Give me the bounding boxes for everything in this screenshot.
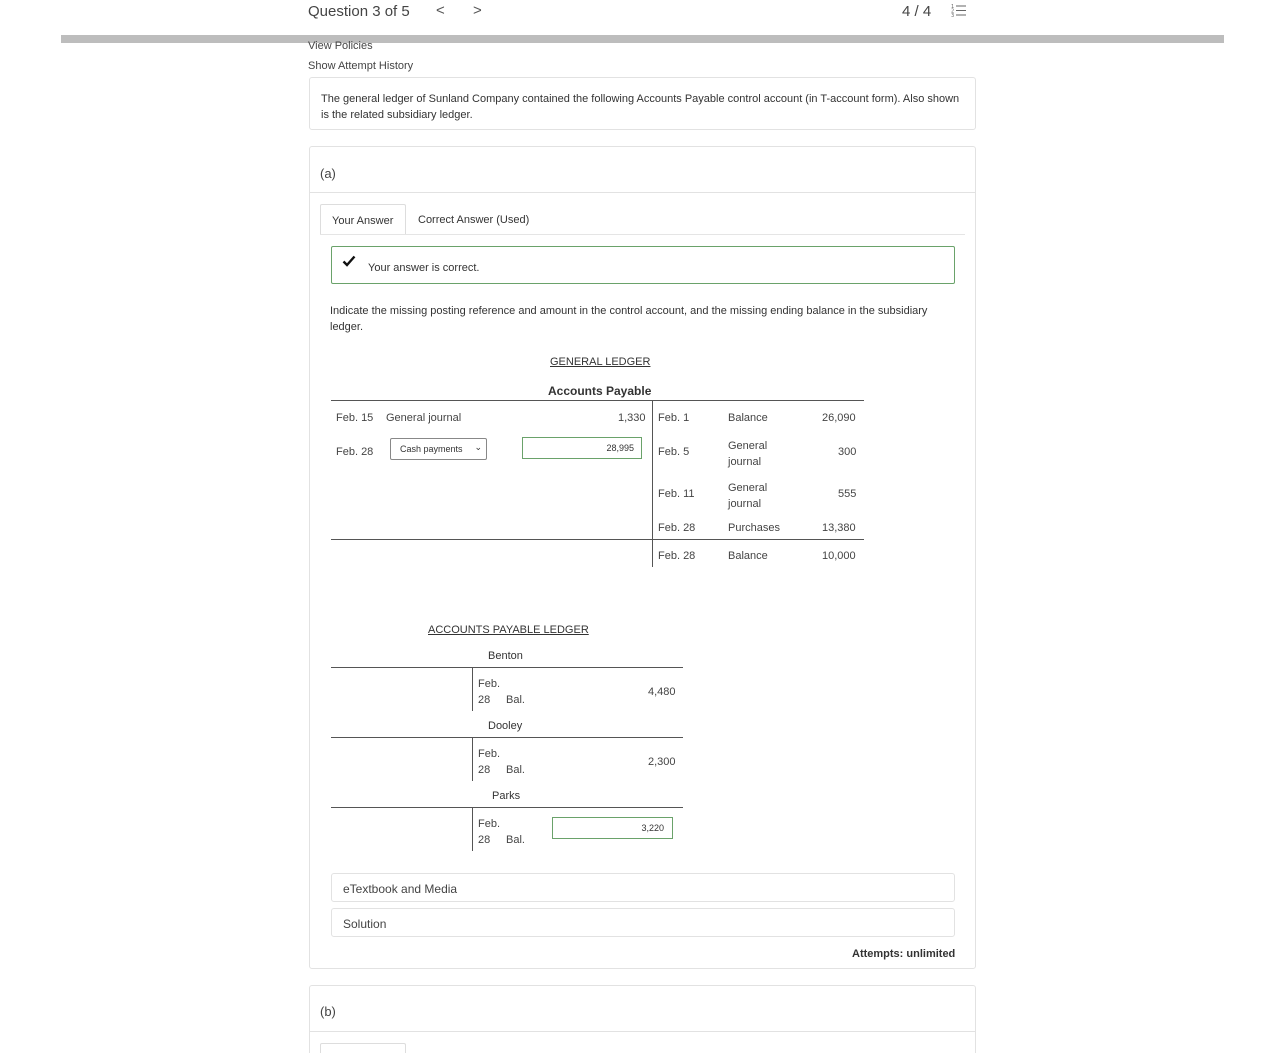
etextbook-media-toggle[interactable]: eTextbook and Media [331,873,955,902]
solution-toggle[interactable]: Solution [331,908,955,937]
ending-amount: 10,000 [822,550,856,562]
credit-date: Feb. 1 [658,412,690,424]
part-b-panel [309,985,976,1053]
subsidiary-date-day: 28 [478,694,491,706]
subsidiary-center-line [472,668,473,711]
credit-ref: General journal [728,440,768,468]
posting-reference-select[interactable] [390,438,487,460]
subsidiary-ref: Bal. [506,764,525,776]
subsidiary-date-day: 28 [478,834,491,846]
subsidiary-amount: 4,480 [648,686,676,698]
subsidiary-date-day: 28 [478,764,491,776]
debit-amount-input[interactable]: 28,995 [522,437,642,459]
debit-date: Feb. 28 [336,446,374,458]
previous-question-button[interactable]: < [436,2,445,19]
question-intro: The general ledger of Sunland Company contained the following Accounts Payable control account (in T-account form). Also shown is the related subsidiary ledger. [309,77,976,130]
debit-amount: 1,330 [618,412,646,424]
credit-date: Feb. 5 [658,446,690,458]
subsidiary-date-month: Feb. [478,748,501,760]
next-question-button[interactable]: > [473,2,482,19]
credit-date: Feb. 28 [658,522,696,534]
subsidiary-account-title: Parks [492,790,521,802]
subsidiary-account-title: Benton [488,650,523,662]
parks-balance-input[interactable]: 3,220 [552,817,673,839]
subsidiary-amount: 2,300 [648,756,676,768]
page-count: 4 / 4 [902,3,932,20]
subsidiary-top-line [331,667,683,668]
subsidiary-ref: Bal. [506,834,525,846]
svg-text:3: 3 [951,13,955,18]
part-a-divider [310,192,975,193]
credit-ref: Balance [728,412,768,424]
question-counter: Question 3 of 5 [308,3,410,20]
subsidiary-ref: Bal. [506,694,525,706]
ending-ref: Balance [728,550,768,562]
chevron-down-icon: ⌄ [474,442,482,452]
progress-bar [61,35,1224,43]
posting-reference-value: Cash payments [400,444,463,454]
show-attempt-history-link[interactable]: Show Attempt History [308,60,414,72]
debit-ref: General journal [386,412,462,424]
subsidiary-top-line [331,807,683,808]
part-b-divider [310,1031,975,1032]
account-title: Accounts Payable [548,384,652,398]
part-b-tab[interactable] [320,1043,406,1053]
correct-message: Your answer is correct. [368,262,480,274]
list-icon[interactable] [951,2,967,18]
credit-date: Feb. 11 [658,488,695,500]
svg-text:1: 1 [951,4,955,10]
part-b-label: (b) [320,1004,336,1019]
subsidiary-date-month: Feb. [478,678,501,690]
t-account-top-line [331,400,864,401]
attempts-info: Attempts: unlimited [852,948,956,960]
credit-amount: 26,090 [822,412,856,424]
credit-ref: General journal [728,482,768,510]
tabs-underline [320,234,965,235]
subsidiary-center-line [472,808,473,851]
tab-your-answer[interactable]: Your Answer [320,204,406,235]
instructions: Indicate the missing posting reference and amount in the control account, and the missing ending balance in the subsidiary ledger. [330,305,928,333]
subsidiary-center-line [472,738,473,781]
checkmark-icon [342,254,356,268]
tab-correct-answer[interactable]: Correct Answer (Used) [418,214,530,226]
credit-amount: 13,380 [822,522,856,534]
credit-ref: Purchases [728,522,780,534]
subsidiary-account-title: Dooley [488,720,523,732]
part-a-label: (a) [320,166,336,181]
accounts-payable-ledger-title: ACCOUNTS PAYABLE LEDGER [428,624,589,636]
credit-amount: 300 [838,446,857,458]
debit-date: Feb. 15 [336,412,374,424]
ending-date: Feb. 28 [658,550,696,562]
t-account-center-line [652,401,653,567]
svg-text:2: 2 [951,8,955,15]
t-account-total-line [331,539,864,540]
credit-amount: 555 [838,488,857,500]
view-policies-link[interactable]: View Policies [308,40,373,52]
general-ledger-title: GENERAL LEDGER [550,356,651,368]
subsidiary-date-month: Feb. [478,818,501,830]
subsidiary-top-line [331,737,683,738]
